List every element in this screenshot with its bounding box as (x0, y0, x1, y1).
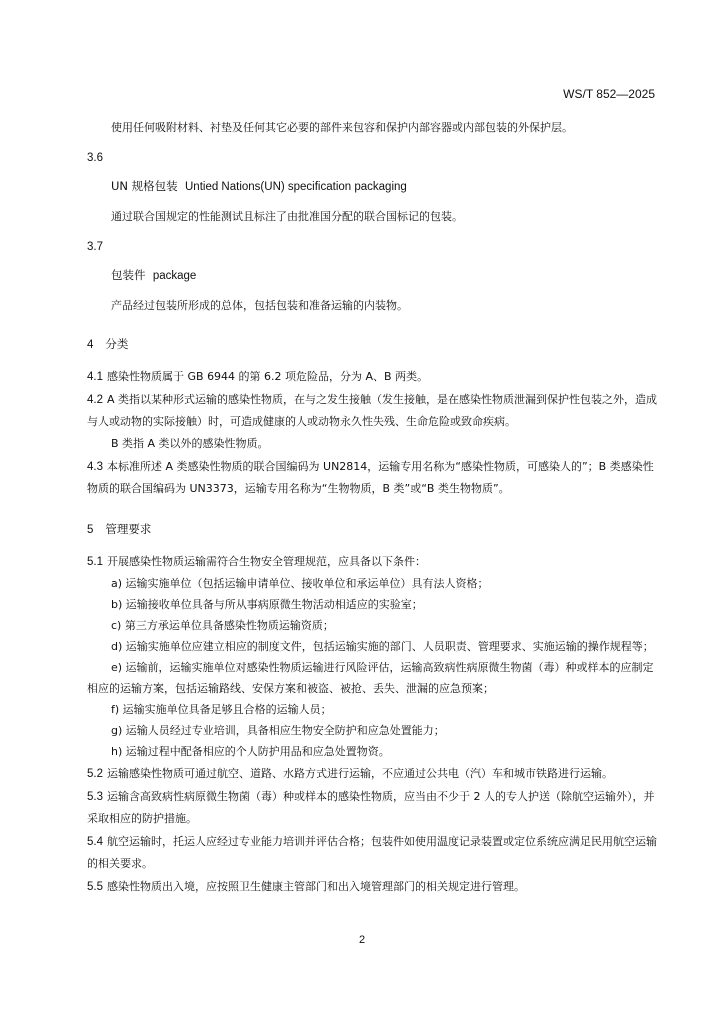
term-title (87, 264, 659, 287)
section-number: 4 (87, 339, 94, 351)
term-zh: 包装件 (111, 268, 146, 282)
term-en: Untied Nations(UN) specification packaging (185, 181, 407, 193)
clause-4-2 (87, 389, 659, 433)
clause-number: 4.2 (87, 394, 103, 406)
clause-text: 开展感染性物质运输需符合生物安全管理规范，应具备以下条件： (107, 555, 426, 568)
term-title (87, 175, 659, 198)
clause-text: 感染性物质出入境，应按照卫生健康主管部门和出入境管理部门的相关规定进行管理。 (107, 880, 525, 893)
list-item: h) 运输过程中配备相应的个人防护用品和应急处置物资。 (111, 745, 390, 758)
clause-5-4 (87, 831, 659, 875)
section-4-heading (87, 333, 659, 356)
term-en: package (152, 270, 197, 282)
clause-4-2-sub: B 类指 A 类以外的感染性物质。 (111, 437, 269, 450)
clause-number: 4.3 (87, 461, 103, 473)
clause-text: A 类指以某种形式运输的感染性物质，在与之发生接触（发生接触，是在感染性物质泄漏到保护性包装之外，造成与人或动物的实际接触）时，可造成健康的人或动物永久性失残、生命危险或致命疾病。 (87, 393, 658, 428)
section-number: 5 (87, 524, 94, 536)
clause-5-3 (87, 786, 659, 830)
clause-number: 5.3 (87, 791, 103, 803)
document-code: WS/T 852—2025 (563, 87, 655, 101)
clause-number: 5.1 (87, 556, 103, 568)
clause-number: 5.5 (87, 881, 103, 893)
list-item: f) 运输实施单位具备足够且合格的运输人员； (111, 703, 332, 716)
section-title: 管理要求 (105, 522, 152, 536)
clause-4-1 (87, 366, 659, 388)
clause-4-3 (87, 456, 659, 500)
list-item: e) 运输前，运输实施单位对感染性物质运输进行风险评估，运输高致病性病原微生物菌（毒）种或样本的应制定相应的运输方案，包括运输路线、安保方案和被盗、被抢、丢失、泄漏的应急预案； (87, 661, 654, 695)
intro-paragraph: 使用任何吸附材料、衬垫及任何其它必要的部件来包容和保护内部容器或内部包装的外保护层。 (111, 121, 573, 134)
term-number: 3.6 (87, 152, 103, 164)
clause-text: 运输感染性物质可通过航空、道路、水路方式进行运输，不应通过公共电（汽）车和城市铁路进行运输。 (107, 767, 613, 780)
list-item: g) 运输人员经过专业培训，具备相应生物安全防护和应急处置能力； (111, 724, 445, 737)
term-number: 3.7 (87, 241, 103, 253)
clause-5-5 (87, 876, 659, 898)
clause-5-2 (87, 763, 659, 785)
clause-5-1 (87, 551, 659, 573)
list-item: c) 第三方承运单位具备感染性物质运输资质； (111, 619, 334, 632)
list-item: d) 运输实施单位应建立相应的制度文件，包括运输实施的部门、人员职责、管理要求、实施运输的操作规程等； (111, 640, 654, 653)
clause-number: 4.1 (87, 371, 103, 383)
term-3-7 (87, 236, 659, 317)
page-number: 2 (358, 934, 366, 946)
page-body (87, 117, 659, 898)
section-5-heading (87, 518, 659, 541)
list-item: a) 运输实施单位（包括运输申请单位、接收单位和承运单位）具有法人资格； (111, 577, 489, 590)
clause-text: 本标准所述 A 类感染性物质的联合国编码为 UN2814，运输专用名称为“感染性物质，可感染人的”；B 类感染性物质的联合国编码为 UN3373，运输专用名称为“生物物质，B 类”或“B 类生物物质”。 (87, 460, 654, 495)
clause-number: 5.2 (87, 768, 103, 780)
clause-text: 航空运输时，托运人应经过专业能力培训并评估合格；包装件如使用温度记录装置或定位系统应满足民用航空运输的相关要求。 (87, 835, 657, 870)
section-title: 分类 (105, 337, 129, 351)
list-item: b) 运输接收单位具备与所从事病原微生物活动相适应的实验室； (111, 598, 423, 611)
clause-number: 5.4 (87, 836, 103, 848)
term-definition: 通过联合国规定的性能测试且标注了由批准国分配的联合国标记的包装。 (111, 210, 463, 223)
clause-text: 运输含高致病性病原微生物菌（毒）种或样本的感染性物质，应当由不少于 2 人的专人护送（除航空运输外），并采取相应的防护措施。 (87, 790, 655, 825)
term-3-6 (87, 147, 659, 228)
term-definition: 产品经过包装所形成的总体，包括包装和准备运输的内装物。 (111, 299, 408, 312)
clause-text: 感染性物质属于 GB 6944 的第 6.2 项危险品，分为 A、B 两类。 (107, 370, 429, 383)
term-zh: UN 规格包装 (111, 179, 178, 193)
